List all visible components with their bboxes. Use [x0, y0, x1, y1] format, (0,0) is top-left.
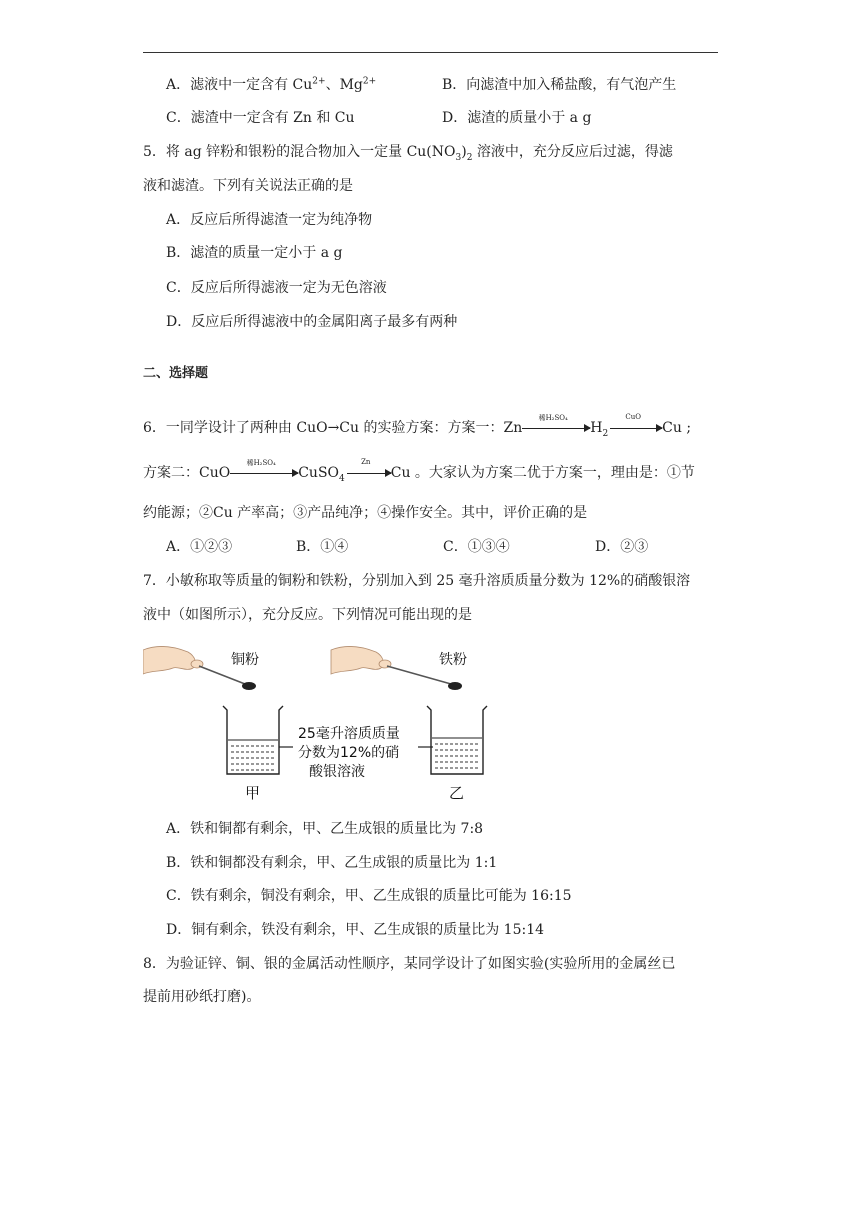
q7-option-d: D．铜有剩余，铁没有剩余，甲、乙生成银的质量比为 15:14: [166, 922, 545, 938]
beaker-label-right: 乙: [449, 784, 465, 800]
q6-stem-line3: 约能源；②Cu 产率高；③产品纯净；④操作安全。其中，评价正确的是: [143, 505, 588, 521]
q5-option-b: B．滤渣的质量一定小于 a g: [166, 245, 343, 261]
reaction-arrow: 稀H₂SO₄: [230, 466, 298, 480]
beaker-right: [427, 706, 487, 774]
q7-option-a: A．铁和铜都有剩余，甲、乙生成银的质量比为 7:8: [166, 821, 484, 837]
spoon-handle: [387, 666, 451, 684]
q6-stem-line2: 方案二：CuO 稀H₂SO₄ CuSO$_4$ Zn Cu 。大家认为方案二优于方案一，理由是：①节: [143, 458, 695, 484]
solution-label-line3: 酸银溶液: [309, 764, 365, 780]
q4-option-d: D．滤渣的质量小于 a g: [442, 110, 592, 126]
q8-stem-line1: 8．为验证锌、铜、银的金属活动性顺序，某同学设计了如图实验(实验所用的金属丝已: [143, 956, 676, 972]
hand-icon: [331, 646, 391, 674]
beaker-label-left: 甲: [245, 784, 261, 800]
q6-option-c: C．①③④: [443, 539, 510, 555]
beaker-left: [223, 706, 283, 774]
q6-option-d: D．②③: [595, 539, 649, 555]
solution-label-line1: 25毫升溶质质量: [298, 726, 400, 742]
q5-option-c: C．反应后所得滤液一定为无色溶液: [166, 280, 387, 296]
q6-option-b: B．①④: [296, 539, 349, 555]
q6-option-a: A．①②③: [166, 539, 233, 555]
spoon-icon: [242, 682, 256, 690]
reaction-arrow: 稀H₂SO₄: [522, 421, 590, 435]
q6-stem-line1: 6．一同学设计了两种由 CuO→Cu 的实验方案：方案一：Zn 稀H₂SO₄ $H_2$ CuO Cu ;: [143, 413, 692, 439]
q7-stem-line2: 液中（如图所示），充分反应。下列情况可能出现的是: [143, 607, 472, 623]
q4-option-a: A．滤液中一定含有 $Cu^{2+}$、$Mg^{2+}$: [166, 76, 377, 93]
q4-option-c: C．滤渣中一定含有 Zn 和 Cu: [166, 110, 355, 126]
header-rule: [143, 52, 718, 53]
spoon-icon: [448, 682, 462, 690]
q7-option-c: C．铁有剩余，铜没有剩余，甲、乙生成银的质量比可能为 16:15: [166, 888, 572, 904]
solution-label-line2: 分数为12%的硝: [298, 745, 400, 761]
reaction-arrow: Zn: [347, 466, 391, 480]
section-title: 二、选择题: [143, 366, 209, 381]
q4-option-b: B．向滤渣中加入稀盐酸，有气泡产生: [442, 77, 677, 93]
q7-figure: [143, 640, 523, 800]
q5-option-a: A．反应后所得滤渣一定为纯净物: [166, 212, 373, 228]
hand-icon: [143, 646, 203, 674]
reaction-arrow: CuO: [610, 421, 662, 435]
label-cu-powder: 铜粉: [231, 652, 259, 668]
q5-stem-line1: 5．将 ag 锌粉和银粉的混合物加入一定量 $Cu(NO_3)_2$ 溶液中，充分反应后过滤，得滤: [143, 144, 673, 163]
q5-stem-line2: 液和滤渣。下列有关说法正确的是: [143, 178, 353, 194]
q5-option-d: D．反应后所得滤液中的金属阳离子最多有两种: [166, 314, 458, 330]
spoon-handle: [199, 666, 245, 684]
q8-stem-line2: 提前用砂纸打磨)。: [143, 989, 261, 1005]
q7-option-b: B．铁和铜都没有剩余，甲、乙生成银的质量比为 1:1: [166, 855, 498, 871]
q7-stem-line1: 7．小敏称取等质量的铜粉和铁粉，分别加入到 25 毫升溶质质量分数为 12%的硝酸银溶: [143, 573, 691, 589]
label-fe-powder: 铁粉: [439, 652, 467, 668]
